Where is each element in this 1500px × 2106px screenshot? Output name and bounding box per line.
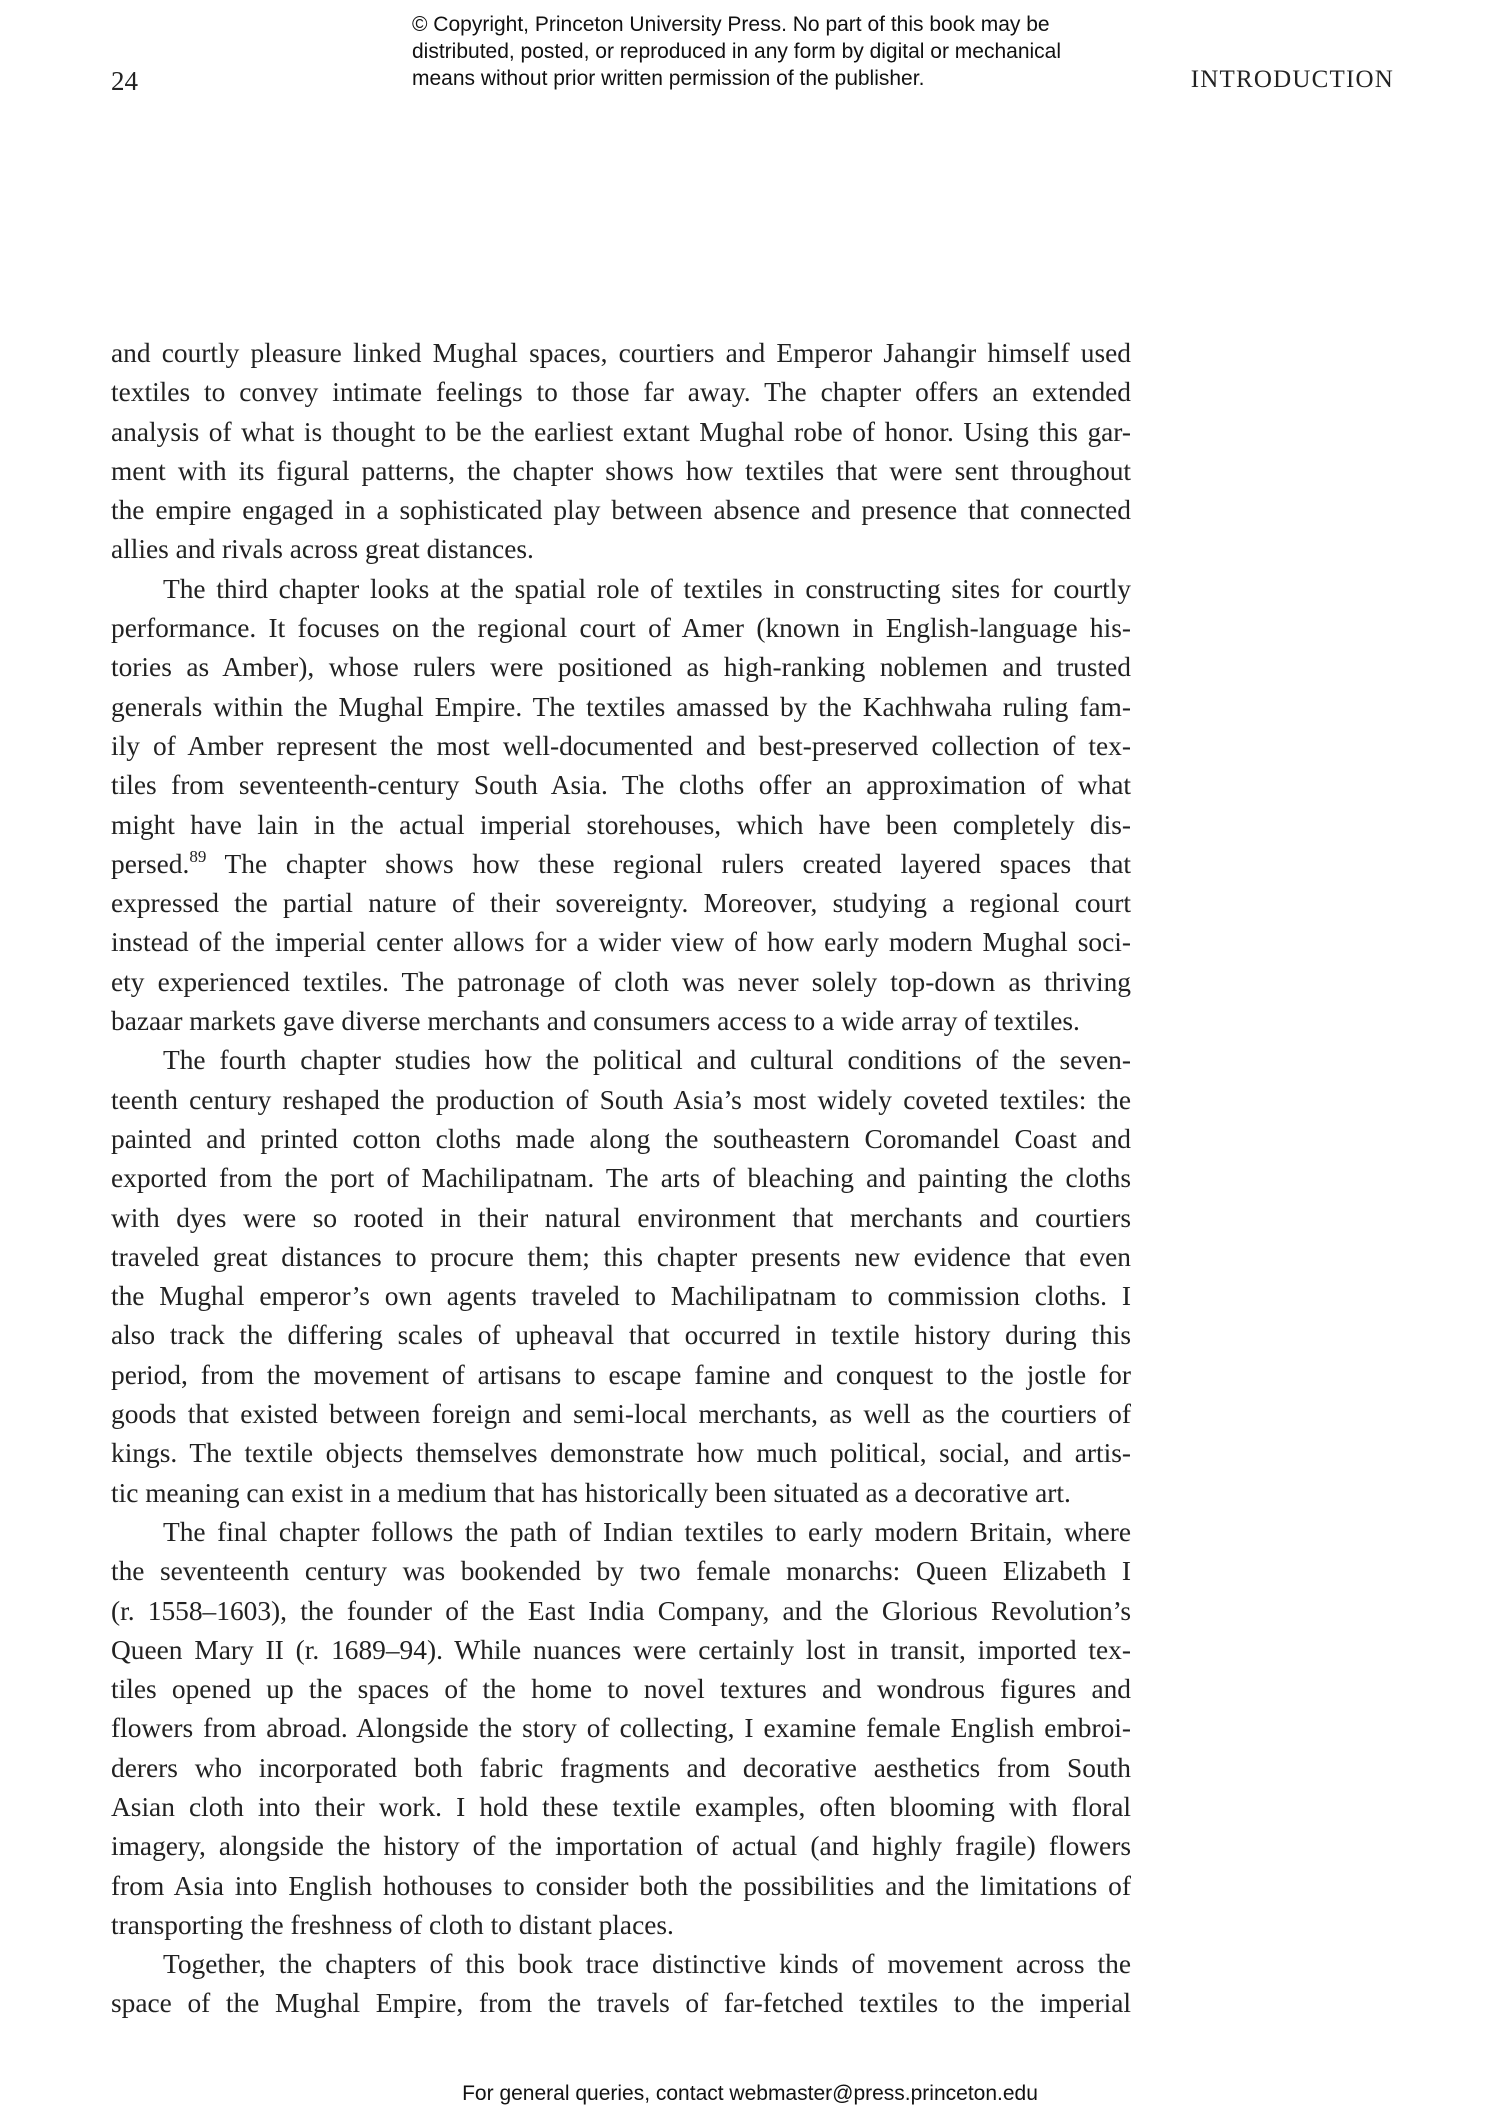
note-anchor-word: persed. [111, 848, 190, 879]
text-line: and courtly pleasure linked Mughal spaces, courtiers and Emperor Jahangir himself used [111, 338, 1131, 368]
text-line: tories as Amber), whose rulers were positioned as high-ranking noblemen and trusted [111, 652, 1131, 683]
text-line: tiles from seventeenth-century South Asia. The cloths offer an approximation of what [111, 770, 1131, 801]
text-line: traveled great distances to procure them; this chapter presents new evidence that even [111, 1241, 1131, 1272]
text-line: performance. It focuses on the regional court of Amer (known in English-language his- [111, 613, 1131, 644]
text-line: teenth century reshaped the production of South Asia’s most widely coveted textiles: the [111, 1084, 1131, 1115]
text-line: the seventeenth century was bookended by two female monarchs: Queen Elizabeth I [111, 1556, 1131, 1587]
text-line: space of the Mughal Empire, from the travels of far-fetched textiles to the imperial [111, 1988, 1131, 2019]
paragraph [111, 1041, 1131, 1513]
text-line: painted and printed cotton cloths made along the southeastern Coromandel Coast and [111, 1123, 1131, 1154]
text-line: analysis of what is thought to be the earliest extant Mughal robe of honor. Using this gar- [111, 416, 1131, 447]
text-line: kings. The textile objects themselves demonstrate how much political, social, and artis- [111, 1438, 1131, 1469]
footer-contact: For general queries, contact webmaster@press.princeton.edu [462, 2082, 1038, 2105]
text-line: tiles opened up the spaces of the home to novel textures and wondrous figures and [111, 1674, 1131, 1705]
paragraph [111, 334, 1131, 570]
text-line: Queen Mary II (r. 1689–94). While nuances were certainly lost in transit, imported tex- [111, 1634, 1131, 1665]
footnote-reference[interactable]: 89 [189, 846, 207, 866]
text-line-with-note [111, 845, 1131, 884]
text-line: bazaar markets gave diverse merchants and consumers access to a wide array of textiles. [111, 1006, 1080, 1037]
text-line: with dyes were so rooted in their natural environment that merchants and courtiers [111, 1202, 1131, 1233]
text-line: might have lain in the actual imperial storehouses, which have been completely dis- [111, 809, 1131, 840]
text-line: transporting the freshness of cloth to distant places. [111, 1909, 674, 1940]
body-text [111, 334, 1131, 2024]
text-line: the Mughal emperor’s own agents traveled to Machilipatnam to commission cloths. I [111, 1281, 1131, 1312]
text-line: (r. 1558–1603), the founder of the East India Company, and the Glorious Revolution’s [111, 1595, 1131, 1626]
note-line-rest: The chapter shows how these regional rulers created layered spaces that [206, 848, 1131, 879]
text-line: Together, the chapters of this book trace distinctive kinds of movement across the [163, 1949, 1131, 1980]
text-line: the empire engaged in a sophisticated play between absence and presence that connected [111, 495, 1131, 526]
text-line: period, from the movement of artisans to escape famine and conquest to the jostle for [111, 1359, 1131, 1390]
page-footer [0, 2082, 1500, 2106]
text-line: derers who incorporated both fabric fragments and decorative aesthetics from South [111, 1752, 1131, 1783]
paragraph [111, 570, 1131, 1042]
text-line: tic meaning can exist in a medium that has historically been situated as a decorative art. [111, 1477, 1071, 1508]
text-line: goods that existed between foreign and semi-local merchants, as well as the courtiers of [111, 1399, 1131, 1430]
copyright-line: distributed, posted, or reproduced in any form by digital or mechanical [412, 40, 1062, 63]
text-line: exported from the port of Machilipatnam. The arts of bleaching and painting the cloths [111, 1163, 1131, 1194]
paragraph [111, 1513, 1131, 1945]
text-line: allies and rivals across great distances. [111, 534, 534, 565]
text-line: Asian cloth into their work. I hold these textile examples, often blooming with floral [111, 1791, 1131, 1822]
copyright-line: means without prior written permission of the publisher. [412, 67, 925, 90]
text-line: flowers from abroad. Alongside the story of collecting, I examine female English embroi- [111, 1713, 1131, 1744]
text-line: The third chapter looks at the spatial role of textiles in constructing sites for courtly [163, 573, 1131, 604]
text-line: imagery, alongside the history of the importation of actual (and highly fragile) flowers [111, 1831, 1131, 1862]
page-number: 24 [111, 66, 138, 96]
text-line: expressed the partial nature of their sovereignty. Moreover, studying a regional court [111, 888, 1131, 919]
text-line: from Asia into English hothouses to consider both the possibilities and the limitations of [111, 1870, 1131, 1901]
text-line: ily of Amber represent the most well-documented and best-preserved collection of tex- [111, 730, 1131, 761]
text-line: instead of the imperial center allows for a wider view of how early modern Mughal soci- [111, 927, 1131, 958]
copyright-line: © Copyright, Princeton University Press. No part of this book may be [412, 13, 1050, 36]
text-line: textiles to convey intimate feelings to those far away. The chapter offers an extended [111, 377, 1131, 408]
text-line: ment with its figural patterns, the chapter shows how textiles that were sent throughout [111, 455, 1131, 486]
text-line: The final chapter follows the path of Indian textiles to early modern Britain, where [163, 1516, 1131, 1547]
copyright-notice [412, 11, 1132, 92]
paragraph [111, 1945, 1131, 2024]
text-line: The fourth chapter studies how the political and cultural conditions of the seven- [163, 1045, 1131, 1076]
running-head: INTRODUCTION [1190, 66, 1394, 93]
text-line: ety experienced textiles. The patronage of cloth was never solely top-down as thriving [111, 966, 1131, 997]
text-line: also track the differing scales of upheaval that occurred in textile history during this [111, 1320, 1131, 1351]
text-line: generals within the Mughal Empire. The textiles amassed by the Kachhwaha ruling fam- [111, 691, 1131, 722]
